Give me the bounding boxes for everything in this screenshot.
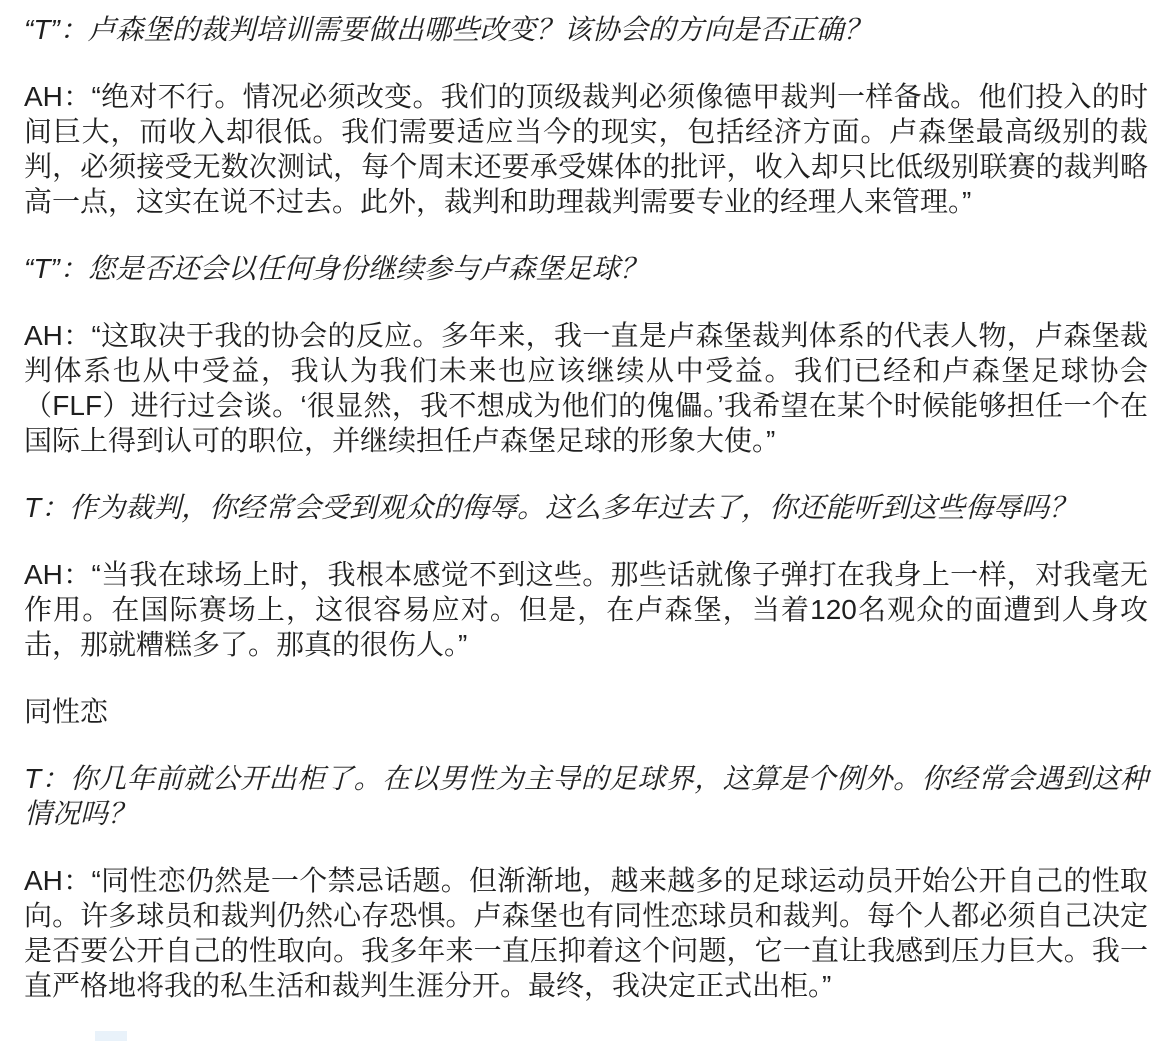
partial-cropped-element <box>95 1031 127 1041</box>
interview-question-2: “T”：您是否还会以任何身份继续参与卢森堡足球？ <box>24 253 648 284</box>
interview-question-3: T：作为裁判，你经常会受到观众的侮辱。这么多年过去了，你还能听到这些侮辱吗？ <box>24 492 1078 523</box>
section-heading-homosexuality: 同性恋 <box>24 696 109 727</box>
interview-answer-1: AH：“绝对不行。情况必须改变。我们的顶级裁判必须像德甲裁判一样备战。他们投入的时间巨大，而收入却很低。我们需要适应当今的现实，包括经济方面。卢森堡最高级别的裁判，必须接受无数次测试，每个周末还要承受媒体的批评，收入却只比低级别联赛的裁判略高一点，这实在说不过去。此外，裁判和助理裁判需要专业的经理人来管理。” <box>24 81 1148 217</box>
interview-question-4: T：你几年前就公开出柜了。在以男性为主导的足球界，这算是个例外。你经常会遇到这种情况吗？ <box>24 763 1148 829</box>
interview-answer-2: AH：“这取决于我的协会的反应。多年来，我一直是卢森堡裁判体系的代表人物，卢森堡裁判体系也从中受益，我认为我们未来也应该继续从中受益。我们已经和卢森堡足球协会（FLF）进行过会谈。‘很显然，我不想成为他们的傀儡。’我希望在某个时候能够担任一个在国际上得到认可的职位，并继续担任卢森堡足球的形象大使。” <box>24 320 1148 456</box>
interview-question-1: “T”：卢森堡的裁判培训需要做出哪些改变？该协会的方向是否正确？ <box>24 14 872 45</box>
interview-answer-4: AH：“同性恋仍然是一个禁忌话题。但渐渐地，越来越多的足球运动员开始公开自己的性取向。许多球员和裁判仍然心存恐惧。卢森堡也有同性恋球员和裁判。每个人都必须自己决定是否要公开自己的性取向。我多年来一直压抑着这个问题，它一直让我感到压力巨大。我一直严格地将我的私生活和裁判生涯分开。最终，我决定正式出柜。” <box>24 865 1148 1001</box>
interview-answer-3: AH：“当我在球场上时，我根本感觉不到这些。那些话就像子弹打在我身上一样，对我毫无作用。在国际赛场上，这很容易应对。但是，在卢森堡，当着120名观众的面遭到人身攻击，那就糟糕多了。那真的很伤人。” <box>24 559 1148 660</box>
